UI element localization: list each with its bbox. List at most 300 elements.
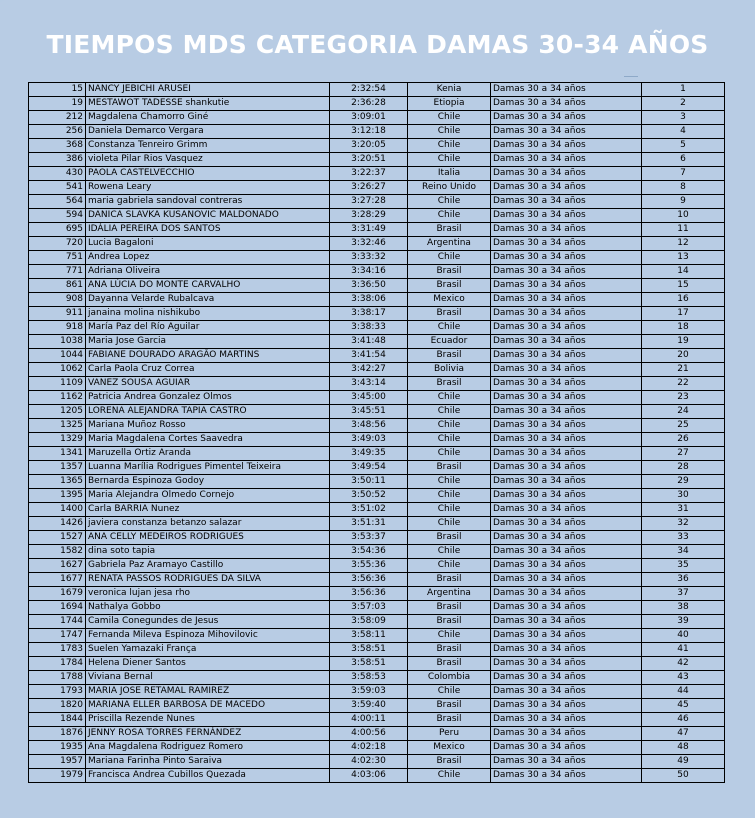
country-cell: Brasil <box>408 223 491 237</box>
table-row <box>29 391 725 405</box>
table-row <box>29 419 725 433</box>
table-row <box>29 587 725 601</box>
country-cell: Brasil <box>408 265 491 279</box>
category-cell: Damas 30 a 34 años <box>491 181 642 195</box>
category-cell: Damas 30 a 34 años <box>491 545 642 559</box>
name-cell: PAOLA CASTELVECCHIO <box>86 167 330 181</box>
country-cell: Brasil <box>408 713 491 727</box>
bib-cell: 541 <box>29 181 86 195</box>
name-cell: RENATA PASSOS RODRIGUES DA SILVA <box>86 573 330 587</box>
country-cell: Brasil <box>408 461 491 475</box>
table-row <box>29 601 725 615</box>
name-cell: dina soto tapia <box>86 545 330 559</box>
category-cell: Damas 30 a 34 años <box>491 307 642 321</box>
table-row <box>29 489 725 503</box>
bib-cell: 1677 <box>29 573 86 587</box>
table-row <box>29 363 725 377</box>
category-cell: Damas 30 a 34 años <box>491 125 642 139</box>
time-cell: 3:58:11 <box>330 629 408 643</box>
bib-cell: 1582 <box>29 545 86 559</box>
name-cell: Bernarda Espinoza Godoy <box>86 475 330 489</box>
name-cell: Carla BARRIA Nunez <box>86 503 330 517</box>
time-cell: 4:03:06 <box>330 769 408 783</box>
time-cell: 3:41:54 <box>330 349 408 363</box>
time-cell: 3:53:37 <box>330 531 408 545</box>
position-cell: 43 <box>642 671 725 685</box>
bib-cell: 1747 <box>29 629 86 643</box>
category-cell: Damas 30 a 34 años <box>491 587 642 601</box>
position-cell: 31 <box>642 503 725 517</box>
category-cell: Damas 30 a 34 años <box>491 97 642 111</box>
time-cell: 3:36:50 <box>330 279 408 293</box>
position-cell: 34 <box>642 545 725 559</box>
table-row <box>29 377 725 391</box>
bib-cell: 1426 <box>29 517 86 531</box>
bib-cell: 1357 <box>29 461 86 475</box>
country-cell: Chile <box>408 517 491 531</box>
country-cell: Brasil <box>408 573 491 587</box>
time-cell: 3:45:51 <box>330 405 408 419</box>
position-cell: 15 <box>642 279 725 293</box>
name-cell: Ana Magdalena Rodriguez Romero <box>86 741 330 755</box>
country-cell: Brasil <box>408 643 491 657</box>
country-cell: Brasil <box>408 699 491 713</box>
position-cell: 6 <box>642 153 725 167</box>
country-cell: Chile <box>408 503 491 517</box>
category-cell: Damas 30 a 34 años <box>491 601 642 615</box>
position-cell: 47 <box>642 727 725 741</box>
category-cell: Damas 30 a 34 años <box>491 293 642 307</box>
name-cell: ANA CELLY MEDEIROS RODRIGUES <box>86 531 330 545</box>
name-cell: javiera constanza betanzo salazar <box>86 517 330 531</box>
table-row <box>29 181 725 195</box>
category-cell: Damas 30 a 34 años <box>491 727 642 741</box>
time-cell: 3:33:32 <box>330 251 408 265</box>
position-cell: 7 <box>642 167 725 181</box>
name-cell: ANA LÚCIA DO MONTE CARVALHO <box>86 279 330 293</box>
table-row <box>29 153 725 167</box>
category-cell: Damas 30 a 34 años <box>491 755 642 769</box>
time-cell: 3:34:16 <box>330 265 408 279</box>
position-cell: 1 <box>642 83 725 97</box>
category-cell: Damas 30 a 34 años <box>491 461 642 475</box>
name-cell: VANEZ SOUSA AGUIAR <box>86 377 330 391</box>
country-cell: Brasil <box>408 307 491 321</box>
results-table-body <box>29 83 725 783</box>
table-row <box>29 685 725 699</box>
bib-cell: 771 <box>29 265 86 279</box>
position-cell: 24 <box>642 405 725 419</box>
category-cell: Damas 30 a 34 años <box>491 769 642 783</box>
position-cell: 17 <box>642 307 725 321</box>
bib-cell: 1205 <box>29 405 86 419</box>
category-cell: Damas 30 a 34 años <box>491 335 642 349</box>
time-cell: 3:09:01 <box>330 111 408 125</box>
table-row <box>29 447 725 461</box>
time-cell: 3:54:36 <box>330 545 408 559</box>
bib-cell: 1788 <box>29 671 86 685</box>
country-cell: Chile <box>408 419 491 433</box>
time-cell: 3:32:46 <box>330 237 408 251</box>
bib-cell: 751 <box>29 251 86 265</box>
table-row <box>29 265 725 279</box>
position-cell: 18 <box>642 321 725 335</box>
position-cell: 35 <box>642 559 725 573</box>
bib-cell: 19 <box>29 97 86 111</box>
position-cell: 32 <box>642 517 725 531</box>
category-cell: Damas 30 a 34 años <box>491 153 642 167</box>
position-cell: 13 <box>642 251 725 265</box>
country-cell: Chile <box>408 433 491 447</box>
name-cell: LORENA ALEJANDRA TAPIA CASTRO <box>86 405 330 419</box>
page-title: TIEMPOS MDS CATEGORIA DAMAS 30-34 AÑOS <box>46 30 709 59</box>
name-cell: Maruzella Ortiz Aranda <box>86 447 330 461</box>
position-cell: 20 <box>642 349 725 363</box>
name-cell: maria gabriela sandoval contreras <box>86 195 330 209</box>
country-cell: Chile <box>408 447 491 461</box>
table-row <box>29 629 725 643</box>
time-cell: 3:49:54 <box>330 461 408 475</box>
bib-cell: 368 <box>29 139 86 153</box>
name-cell: MESTAWOT TADESSE shankutie <box>86 97 330 111</box>
name-cell: Dayanna Velarde Rubalcava <box>86 293 330 307</box>
position-cell: 8 <box>642 181 725 195</box>
table-row <box>29 251 725 265</box>
table-row <box>29 139 725 153</box>
table-row <box>29 755 725 769</box>
time-cell: 3:49:03 <box>330 433 408 447</box>
name-cell: Suelen Yamazaki França <box>86 643 330 657</box>
position-cell: 39 <box>642 615 725 629</box>
table-row <box>29 405 725 419</box>
country-cell: Brasil <box>408 349 491 363</box>
country-cell: Bolivia <box>408 363 491 377</box>
category-cell: Damas 30 a 34 años <box>491 531 642 545</box>
time-cell: 3:56:36 <box>330 587 408 601</box>
bib-cell: 1395 <box>29 489 86 503</box>
table-row <box>29 517 725 531</box>
table-row <box>29 195 725 209</box>
position-cell: 3 <box>642 111 725 125</box>
name-cell: Luanna Marília Rodrigues Pimentel Teixeira <box>86 461 330 475</box>
time-cell: 3:58:09 <box>330 615 408 629</box>
position-cell: 40 <box>642 629 725 643</box>
position-cell: 50 <box>642 769 725 783</box>
name-cell: Francisca Andrea Cubillos Quezada <box>86 769 330 783</box>
category-cell: Damas 30 a 34 años <box>491 503 642 517</box>
name-cell: Constanza Tenreiro Grimm <box>86 139 330 153</box>
category-cell: Damas 30 a 34 años <box>491 685 642 699</box>
bib-cell: 908 <box>29 293 86 307</box>
time-cell: 3:59:40 <box>330 699 408 713</box>
time-cell: 4:02:30 <box>330 755 408 769</box>
bib-cell: 1820 <box>29 699 86 713</box>
position-cell: 10 <box>642 209 725 223</box>
position-cell: 19 <box>642 335 725 349</box>
country-cell: Chile <box>408 251 491 265</box>
country-cell: Brasil <box>408 601 491 615</box>
country-cell: Chile <box>408 391 491 405</box>
bib-cell: 1957 <box>29 755 86 769</box>
name-cell: Carla Paola Cruz Correa <box>86 363 330 377</box>
country-cell: Brasil <box>408 531 491 545</box>
name-cell: Nathalya Gobbo <box>86 601 330 615</box>
category-cell: Damas 30 a 34 años <box>491 573 642 587</box>
table-row <box>29 461 725 475</box>
time-cell: 3:27:28 <box>330 195 408 209</box>
time-cell: 2:32:54 <box>330 83 408 97</box>
time-cell: 3:38:06 <box>330 293 408 307</box>
position-cell: 11 <box>642 223 725 237</box>
country-cell: Chile <box>408 125 491 139</box>
name-cell: FABIANE DOURADO ARAGÃO MARTINS <box>86 349 330 363</box>
table-row <box>29 573 725 587</box>
category-cell: Damas 30 a 34 años <box>491 475 642 489</box>
bib-cell: 1329 <box>29 433 86 447</box>
category-cell: Damas 30 a 34 años <box>491 741 642 755</box>
category-cell: Damas 30 a 34 años <box>491 349 642 363</box>
name-cell: IDÁLIA PEREIRA DOS SANTOS <box>86 223 330 237</box>
bib-cell: 1365 <box>29 475 86 489</box>
bib-cell: 911 <box>29 307 86 321</box>
bib-cell: 1341 <box>29 447 86 461</box>
table-row <box>29 713 725 727</box>
time-cell: 3:50:11 <box>330 475 408 489</box>
bib-cell: 256 <box>29 125 86 139</box>
position-cell: 37 <box>642 587 725 601</box>
bib-cell: 430 <box>29 167 86 181</box>
table-row <box>29 237 725 251</box>
country-cell: Mexico <box>408 741 491 755</box>
table-row <box>29 531 725 545</box>
table-row <box>29 349 725 363</box>
category-cell: Damas 30 a 34 años <box>491 517 642 531</box>
bib-cell: 1844 <box>29 713 86 727</box>
category-cell: Damas 30 a 34 años <box>491 83 642 97</box>
bib-cell: 212 <box>29 111 86 125</box>
position-cell: 14 <box>642 265 725 279</box>
country-cell: Colombia <box>408 671 491 685</box>
category-cell: Damas 30 a 34 años <box>491 321 642 335</box>
position-cell: 28 <box>642 461 725 475</box>
table-row <box>29 503 725 517</box>
name-cell: Maria Alejandra Olmedo Cornejo <box>86 489 330 503</box>
bib-cell: 918 <box>29 321 86 335</box>
time-cell: 3:48:56 <box>330 419 408 433</box>
category-cell: Damas 30 a 34 años <box>491 279 642 293</box>
position-cell: 22 <box>642 377 725 391</box>
table-row <box>29 699 725 713</box>
table-row <box>29 97 725 111</box>
category-cell: Damas 30 a 34 años <box>491 489 642 503</box>
bib-cell: 1325 <box>29 419 86 433</box>
category-cell: Damas 30 a 34 años <box>491 419 642 433</box>
bib-cell: 1784 <box>29 657 86 671</box>
country-cell: Chile <box>408 153 491 167</box>
country-cell: Chile <box>408 475 491 489</box>
table-row <box>29 209 725 223</box>
country-cell: Brasil <box>408 615 491 629</box>
category-cell: Damas 30 a 34 años <box>491 405 642 419</box>
bib-cell: 386 <box>29 153 86 167</box>
table-row <box>29 615 725 629</box>
country-cell: Chile <box>408 195 491 209</box>
name-cell: Andrea Lopez <box>86 251 330 265</box>
country-cell: Etiopia <box>408 97 491 111</box>
time-cell: 3:28:29 <box>330 209 408 223</box>
table-row <box>29 293 725 307</box>
table-row <box>29 559 725 573</box>
time-cell: 3:42:27 <box>330 363 408 377</box>
category-cell: Damas 30 a 34 años <box>491 363 642 377</box>
time-cell: 3:55:36 <box>330 559 408 573</box>
bib-cell: 1038 <box>29 335 86 349</box>
position-cell: 30 <box>642 489 725 503</box>
country-cell: Chile <box>408 139 491 153</box>
bib-cell: 1162 <box>29 391 86 405</box>
country-cell: Brasil <box>408 279 491 293</box>
name-cell: veronica lujan jesa rho <box>86 587 330 601</box>
time-cell: 3:41:48 <box>330 335 408 349</box>
category-cell: Damas 30 a 34 años <box>491 111 642 125</box>
name-cell: violeta Pilar Rios Vasquez <box>86 153 330 167</box>
bib-cell: 1783 <box>29 643 86 657</box>
country-cell: Chile <box>408 489 491 503</box>
bib-cell: 1744 <box>29 615 86 629</box>
bib-cell: 1694 <box>29 601 86 615</box>
name-cell: María Paz del Río Aguilar <box>86 321 330 335</box>
category-cell: Damas 30 a 34 años <box>491 629 642 643</box>
category-cell: Damas 30 a 34 años <box>491 699 642 713</box>
time-cell: 3:58:51 <box>330 657 408 671</box>
category-cell: Damas 30 a 34 años <box>491 615 642 629</box>
country-cell: Chile <box>408 321 491 335</box>
bib-cell: 1979 <box>29 769 86 783</box>
time-cell: 3:59:03 <box>330 685 408 699</box>
table-row <box>29 741 725 755</box>
category-cell: Damas 30 a 34 años <box>491 251 642 265</box>
category-cell: Damas 30 a 34 años <box>491 139 642 153</box>
name-cell: Lucia Bagaloni <box>86 237 330 251</box>
bib-cell: 1793 <box>29 685 86 699</box>
position-cell: 38 <box>642 601 725 615</box>
bib-cell: 1876 <box>29 727 86 741</box>
country-cell: Chile <box>408 769 491 783</box>
country-cell: Reino Unido <box>408 181 491 195</box>
name-cell: Fernanda Mileva Espinoza Mihovilovic <box>86 629 330 643</box>
name-cell: Rowena Leary <box>86 181 330 195</box>
position-cell: 26 <box>642 433 725 447</box>
country-cell: Brasil <box>408 755 491 769</box>
table-row <box>29 321 725 335</box>
position-cell: 16 <box>642 293 725 307</box>
name-cell: DANICA SLAVKA KUSANOVIC MALDONADO <box>86 209 330 223</box>
country-cell: Argentina <box>408 237 491 251</box>
category-cell: Damas 30 a 34 años <box>491 209 642 223</box>
name-cell: Maria Magdalena Cortes Saavedra <box>86 433 330 447</box>
name-cell: MARIA JOSE RETAMAL RAMIREZ <box>86 685 330 699</box>
category-cell: Damas 30 a 34 años <box>491 713 642 727</box>
table-row <box>29 335 725 349</box>
category-cell: Damas 30 a 34 años <box>491 657 642 671</box>
country-cell: Brasil <box>408 657 491 671</box>
name-cell: Mariana Muñoz Rosso <box>86 419 330 433</box>
table-row <box>29 727 725 741</box>
table-row <box>29 307 725 321</box>
category-cell: Damas 30 a 34 años <box>491 265 642 279</box>
category-cell: Damas 30 a 34 años <box>491 447 642 461</box>
category-cell: Damas 30 a 34 años <box>491 223 642 237</box>
time-cell: 3:51:31 <box>330 517 408 531</box>
category-cell: Damas 30 a 34 años <box>491 391 642 405</box>
country-cell: Chile <box>408 685 491 699</box>
position-cell: 46 <box>642 713 725 727</box>
name-cell: Daniela Demarco Vergara <box>86 125 330 139</box>
name-cell: Adriana Oliveira <box>86 265 330 279</box>
bib-cell: 861 <box>29 279 86 293</box>
country-cell: Chile <box>408 545 491 559</box>
bib-cell: 1627 <box>29 559 86 573</box>
name-cell: Gabriela Paz Aramayo Castillo <box>86 559 330 573</box>
time-cell: 3:58:51 <box>330 643 408 657</box>
table-row <box>29 167 725 181</box>
bib-cell: 594 <box>29 209 86 223</box>
table-row <box>29 279 725 293</box>
position-cell: 5 <box>642 139 725 153</box>
category-cell: Damas 30 a 34 años <box>491 671 642 685</box>
time-cell: 2:36:28 <box>330 97 408 111</box>
bib-cell: 1679 <box>29 587 86 601</box>
bib-cell: 1400 <box>29 503 86 517</box>
position-cell: 21 <box>642 363 725 377</box>
position-cell: 9 <box>642 195 725 209</box>
category-cell: Damas 30 a 34 años <box>491 643 642 657</box>
name-cell: Maria Jose Garcia <box>86 335 330 349</box>
name-cell: Patricia Andrea Gonzalez Olmos <box>86 391 330 405</box>
category-cell: Damas 30 a 34 años <box>491 237 642 251</box>
table-row <box>29 83 725 97</box>
position-cell: 4 <box>642 125 725 139</box>
divider-mark <box>624 76 638 81</box>
country-cell: Chile <box>408 559 491 573</box>
name-cell: Viviana Bernal <box>86 671 330 685</box>
category-cell: Damas 30 a 34 años <box>491 195 642 209</box>
position-cell: 48 <box>642 741 725 755</box>
category-cell: Damas 30 a 34 años <box>491 559 642 573</box>
position-cell: 27 <box>642 447 725 461</box>
country-cell: Italia <box>408 167 491 181</box>
time-cell: 3:31:49 <box>330 223 408 237</box>
position-cell: 23 <box>642 391 725 405</box>
time-cell: 3:50:52 <box>330 489 408 503</box>
country-cell: Brasil <box>408 377 491 391</box>
footer-band <box>0 786 755 818</box>
bib-cell: 1062 <box>29 363 86 377</box>
time-cell: 3:58:53 <box>330 671 408 685</box>
table-row <box>29 671 725 685</box>
position-cell: 36 <box>642 573 725 587</box>
time-cell: 3:51:02 <box>330 503 408 517</box>
bib-cell: 1109 <box>29 377 86 391</box>
time-cell: 3:20:51 <box>330 153 408 167</box>
country-cell: Kenia <box>408 83 491 97</box>
table-row <box>29 657 725 671</box>
position-cell: 42 <box>642 657 725 671</box>
table-row <box>29 475 725 489</box>
name-cell: janaina molina nishikubo <box>86 307 330 321</box>
bib-cell: 15 <box>29 83 86 97</box>
position-cell: 44 <box>642 685 725 699</box>
